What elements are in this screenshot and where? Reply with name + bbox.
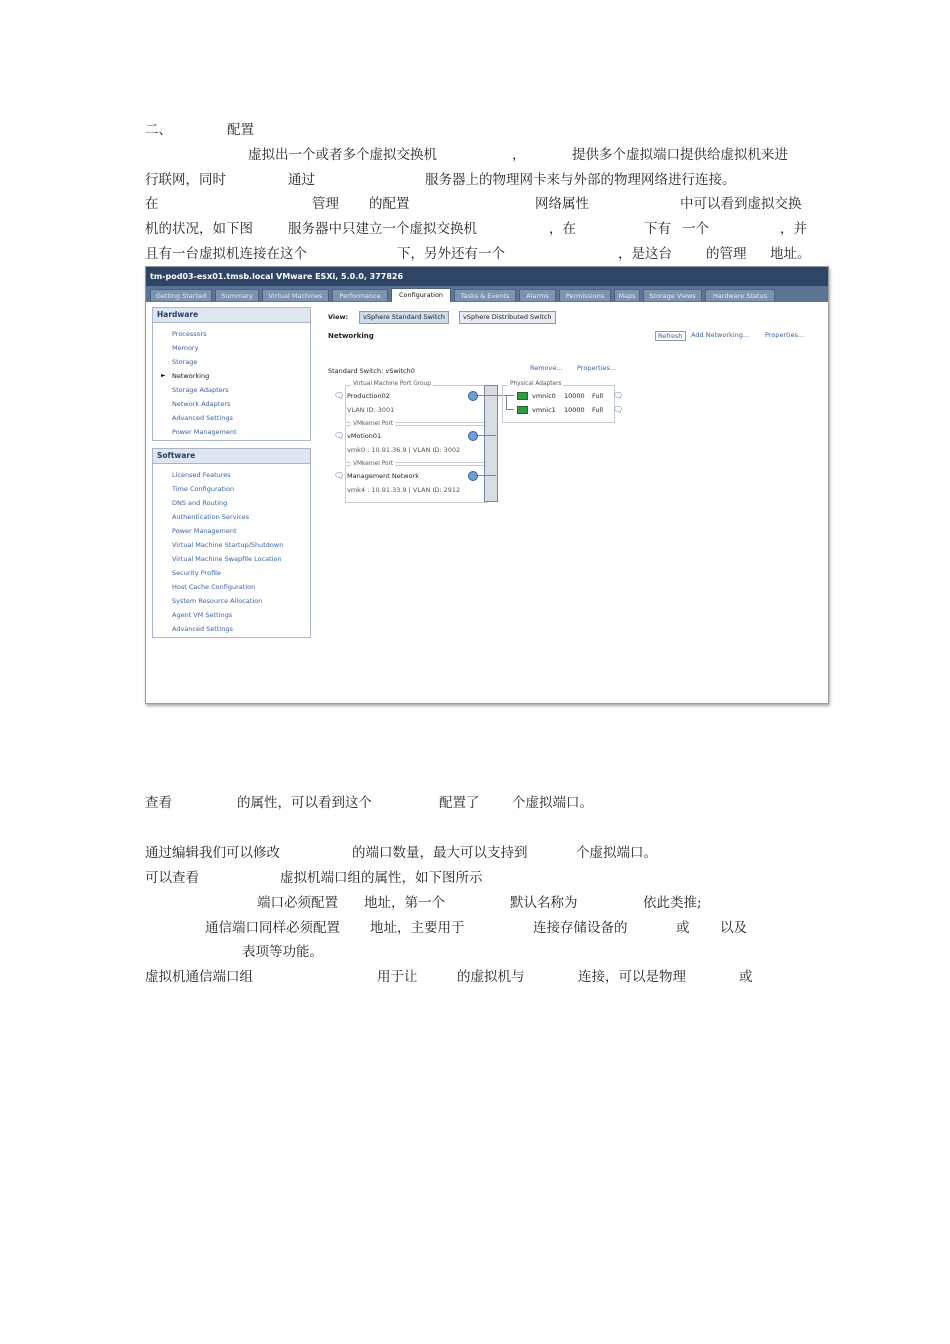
tab-bar [146, 286, 828, 302]
text-fragment: 配置了 [439, 795, 480, 811]
adapter-name: vmnic1 [532, 406, 556, 414]
refresh-link[interactable]: Refresh [655, 331, 686, 341]
software-item[interactable]: Virtual Machine Startup/Shutdown [172, 541, 284, 549]
text-fragment: 服务器中只建立一个虚拟交换机 [288, 221, 477, 237]
text-fragment: 可以查看 [145, 870, 199, 886]
text-fragment: ， [512, 147, 526, 163]
distributed-switch-view-button[interactable]: vSphere Distributed Switch [459, 311, 556, 324]
section-title: Networking [328, 332, 374, 340]
port-group-type: VMkernel Port [353, 421, 394, 427]
physical-adapters-box [502, 381, 615, 423]
switch-properties-link[interactable]: Properties... [577, 364, 617, 372]
text-fragment: 的虚拟机与 [457, 969, 525, 985]
connector-line [478, 395, 496, 396]
hardware-panel-title: Hardware [153, 308, 310, 323]
port-group-type: Virtual Machine Port Group [353, 381, 431, 387]
text-fragment: 下，另外还有一个 [397, 246, 505, 262]
adapter-duplex: Full [592, 392, 604, 400]
text-fragment: 依此类推; [643, 895, 702, 911]
text-fragment: ，在 [549, 221, 576, 237]
switch-title: Standard Switch: vSwitch0 [328, 367, 415, 375]
switch-bar [484, 385, 498, 502]
software-item[interactable]: Time Configuration [172, 485, 235, 493]
hardware-item-networking[interactable]: Networking [172, 372, 210, 380]
window-title: tm-pod03-esx01.tmsb.local VMware ESXi, 5.0.0, 377826 [146, 267, 828, 286]
tab-tasks-events[interactable]: Tasks & Events [454, 289, 516, 301]
tab-virtual-machines[interactable]: Virtual Machines [262, 289, 329, 301]
tab-storage-views[interactable]: Storage Views [643, 289, 702, 301]
software-item[interactable]: Host Cache Configuration [172, 583, 256, 591]
speech-bubble-icon[interactable]: 🗨 [613, 391, 624, 400]
text-fragment: 一个 [682, 221, 709, 237]
port-group-detail: vmk4 : 10.91.33.9 | VLAN ID: 2912 [347, 486, 461, 494]
hardware-item-storage-adapters[interactable]: Storage Adapters [172, 386, 229, 394]
tab-summary[interactable]: Summary [215, 289, 259, 301]
text-fragment: 下有 [644, 221, 671, 237]
software-item[interactable]: Virtual Machine Swapfile Location [172, 555, 282, 563]
properties-link[interactable]: Properties... [765, 331, 805, 339]
selected-arrow-icon: ► [161, 372, 166, 379]
text-fragment: ，并 [780, 221, 807, 237]
text-fragment: 服务器上的物理网卡来与外部的物理网络进行连接。 [425, 172, 736, 188]
tab-alarms[interactable]: Alarms [519, 289, 556, 301]
hardware-panel [152, 307, 311, 441]
text-fragment: 的配置 [369, 196, 410, 212]
software-item[interactable]: Advanced Settings [172, 625, 233, 633]
text-fragment: 个虚拟端口。 [512, 795, 593, 811]
speech-bubble-icon[interactable]: 🗨 [334, 471, 345, 480]
port-group-box [345, 461, 488, 503]
software-item[interactable]: Power Management [172, 527, 237, 535]
network-card-icon [517, 406, 528, 414]
connector-line [478, 475, 496, 476]
text-fragment: 虚拟机端口组的属性，如下图所示 [280, 870, 483, 886]
connector-line [478, 435, 496, 436]
software-item[interactable]: Agent VM Settings [172, 611, 233, 619]
hardware-item-network-adapters[interactable]: Network Adapters [172, 400, 231, 408]
vsphere-screenshot [145, 266, 829, 704]
software-item[interactable]: Security Profile [172, 569, 221, 577]
text-fragment: 连接存储设备的 [533, 920, 628, 936]
standard-switch-view-button[interactable]: vSphere Standard Switch [359, 311, 449, 324]
text-fragment: 查看 [145, 795, 172, 811]
text-fragment: 通过编辑我们可以修改 [145, 845, 280, 861]
tab-permissions[interactable]: Permissions [559, 289, 611, 301]
adapter-speed: 10000 [564, 392, 585, 400]
text-fragment: 网络属性 [535, 196, 589, 212]
text-fragment: 个虚拟端口。 [576, 845, 657, 861]
hardware-item-storage[interactable]: Storage [172, 358, 198, 366]
heading-word: 配置 [227, 122, 254, 138]
speech-bubble-icon[interactable]: 🗨 [613, 405, 624, 414]
software-item[interactable]: System Resource Allocation [172, 597, 263, 605]
text-fragment: 通信端口同样必须配置 [205, 920, 340, 936]
tab-hardware-status[interactable]: Hardware Status [705, 289, 775, 301]
vmkernel-icon [468, 471, 478, 481]
software-item[interactable]: DNS and Routing [172, 499, 228, 507]
text-fragment: 行联网，同时 [145, 172, 226, 188]
software-panel-title: Software [153, 449, 310, 464]
hardware-item-power-management[interactable]: Power Management [172, 428, 237, 436]
network-card-icon [517, 392, 528, 400]
text-fragment: 地址，第一个 [364, 895, 445, 911]
text-fragment: 且有一台虚拟机连接在这个 [145, 246, 307, 262]
text-fragment: 或 [739, 969, 753, 985]
text-fragment: 在 [145, 196, 159, 212]
vm-icon [468, 391, 478, 401]
tab-maps[interactable]: Maps [614, 289, 640, 301]
view-label: View: [328, 313, 349, 321]
text-fragment: 的管理 [706, 246, 747, 262]
text-fragment: 或 [676, 920, 690, 936]
physical-adapters-title: Physical Adapters [510, 381, 562, 387]
text-fragment: 机的状况，如下图 [145, 221, 253, 237]
port-group-box [345, 381, 488, 423]
tab-performance[interactable]: Performance [332, 289, 388, 301]
software-item[interactable]: Authentication Services [172, 513, 250, 521]
port-group-box [345, 421, 488, 463]
port-group-detail: vmk0 : 10.91.36.9 | VLAN ID: 3002 [347, 446, 461, 454]
text-fragment: 表项等功能。 [242, 944, 323, 960]
text-fragment: ，是这台 [618, 246, 672, 262]
port-group-name: Management Network [347, 472, 420, 480]
port-group-detail: VLAN ID: 3001 [347, 406, 395, 414]
text-fragment: 管理 [312, 196, 339, 212]
software-panel [152, 448, 311, 638]
text-fragment: 端口必须配置 [257, 895, 338, 911]
text-fragment: 地址，主要用于 [370, 920, 465, 936]
text-fragment: 提供多个虚拟端口提供给虚拟机来进 [572, 147, 788, 163]
speech-bubble-icon[interactable]: 🗨 [334, 431, 345, 440]
tab-configuration[interactable]: Configuration [391, 288, 451, 302]
text-fragment: 连接，可以是物理 [578, 969, 686, 985]
hardware-item-advanced-settings[interactable]: Advanced Settings [172, 414, 233, 422]
adapter-speed: 10000 [564, 406, 585, 414]
port-group-name: Production02 [347, 392, 390, 400]
text-fragment: 的端口数量，最大可以支持到 [352, 845, 528, 861]
hardware-item-memory[interactable]: Memory [172, 344, 199, 352]
add-networking-link[interactable]: Add Networking... [691, 331, 750, 339]
text-fragment: 的属性，可以看到这个 [237, 795, 372, 811]
text-fragment: 中可以看到虚拟交换 [680, 196, 802, 212]
port-group-name: vMotion01 [347, 432, 382, 440]
text-fragment: 虚拟机通信端口组 [145, 969, 253, 985]
vmkernel-icon [468, 431, 478, 441]
remove-switch-link[interactable]: Remove... [530, 364, 563, 372]
adapter-duplex: Full [592, 406, 604, 414]
software-item[interactable]: Licensed Features [172, 471, 231, 479]
text-fragment: 默认名称为 [510, 895, 578, 911]
text-fragment: 用于让 [377, 969, 418, 985]
heading-number: 二、 [145, 122, 172, 138]
port-group-type: VMkernel Port [353, 461, 394, 467]
tab-getting-started[interactable]: Getting Started [150, 289, 212, 301]
text-fragment: 以及 [720, 920, 747, 936]
hardware-item-processors[interactable]: Processors [172, 330, 207, 338]
text-fragment: 虚拟出一个或者多个虚拟交换机 [248, 147, 437, 163]
adapter-name: vmnic0 [532, 392, 556, 400]
text-fragment: 地址。 [770, 246, 811, 262]
speech-bubble-icon[interactable]: 🗨 [334, 391, 345, 400]
text-fragment: 通过 [288, 172, 315, 188]
